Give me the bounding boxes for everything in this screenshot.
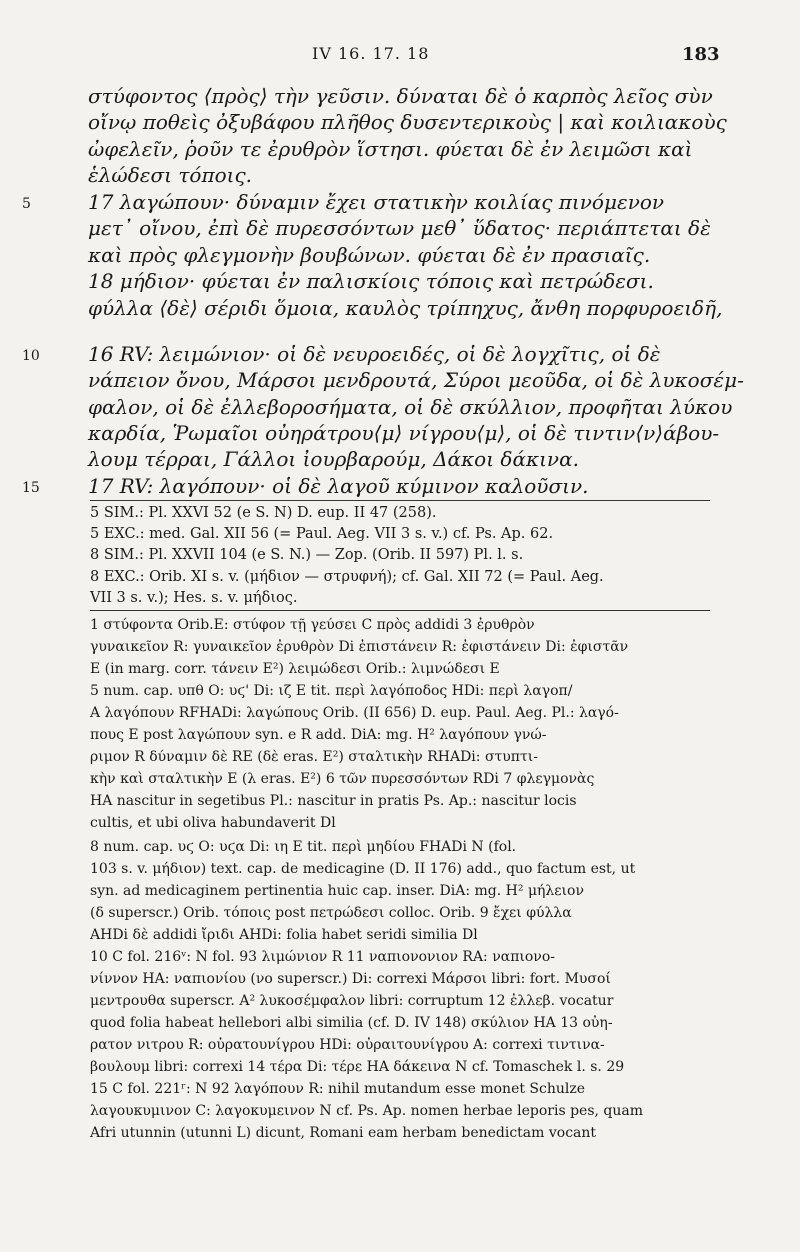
apparatus-line: 1 στύφοντα Orib.E: στύφον τῇ γεύσει C πρὸς addidi 3 ἐρυθρὸν	[90, 617, 535, 633]
text-line: ἑλώδεσι τόποις.	[88, 163, 253, 187]
similia-line: VII 3 s. v.); Hes. s. v. μήδιος.	[90, 590, 298, 606]
page-number: 183	[682, 44, 720, 65]
text-line: 16 RV: λειμώνιον· οἱ δὲ νευροειδές, οἱ δὲ λογχῖτις, οἱ δὲ	[88, 342, 661, 366]
text-line: λουμ τέρραι, Γάλλοι ἰουρβαρούμ, Δάκοι δάκινα.	[88, 447, 579, 471]
text-line: νάπειον ὄνου, Μάρσοι μενδρουτά, Σύροι μεοῦδα, οἱ δὲ λυκοσέμ-	[88, 368, 744, 392]
apparatus-line: HA nascitur in segetibus Pl.: nascitur in pratis Ps. Ap.: nascitur locis	[90, 793, 577, 809]
similia-line: 8 SIM.: Pl. XXVII 104 (e S. N.) — Zop. (Orib. II 597) Pl. l. s.	[90, 547, 524, 563]
apparatus-line: γυναικεῖον R: γυναικεῖον ἐρυθρὸν Di ἐπιστάνειν R: ἐφιστάνειν Di: ἐφιστᾶν	[90, 639, 629, 655]
text-line: 18 μήδιον· φύεται ἐν παλισκίοις τόποις καὶ πετρώδεσι.	[88, 269, 654, 293]
text-line: καρδία, Ῥωμαῖοι οὐηράτρου⟨μ⟩ νίγρου⟨μ⟩, οἱ δὲ τιντιν⟨ν⟩άβου-	[88, 421, 720, 445]
apparatus-line: quod folia habeat hellebori albi similia (cf. D. IV 148) σκύλιον HA 13 οὐη-	[90, 1015, 613, 1031]
running-header: IV 16. 17. 18	[312, 44, 430, 63]
similia-line: 5 EXC.: med. Gal. XII 56 (= Paul. Aeg. VII 3 s. v.) cf. Ps. Ap. 62.	[90, 526, 554, 542]
text-line: 17 RV: λαγόπουν· οἱ δὲ λαγοῦ κύμινον καλοῦσιν.	[88, 474, 589, 498]
apparatus-line: 103 s. v. μήδιον) text. cap. de medicagine (D. II 176) add., quo factum est, ut	[90, 861, 636, 877]
apparatus-line: A λαγόπουν RFHADi: λαγώπους Orib. (II 656) D. eup. Paul. Aeg. Pl.: λαγό-	[90, 705, 619, 721]
text-line: μετ᾿ οἴνου, ἐπὶ δὲ πυρεσσόντων μεθ᾿ ὕδατος· περιάπτεται δὲ	[88, 216, 711, 240]
line-number: 10	[22, 348, 40, 364]
text-line: καὶ πρὸς φλεγμονὴν βουβώνων. φύεται δὲ ἐν πρασιαῖς.	[88, 243, 651, 267]
similia-line: 5 SIM.: Pl. XXVI 52 (e S. N) D. eup. II 47 (258).	[90, 505, 437, 521]
line-number: 15	[22, 480, 40, 496]
similia-line: 8 EXC.: Orib. XI s. v. (μήδιον — στρυφνή); cf. Gal. XII 72 (= Paul. Aeg.	[90, 569, 604, 585]
text-line: 17 λαγώπουν· δύναμιν ἔχει στατικὴν κοιλίας πινόμενον	[88, 190, 665, 214]
text-line: οἴνῳ ποθεὶς ὀξυβάφου πλῆθος δυσεντερικοὺς | καὶ κοιλιακοὺς	[88, 110, 727, 134]
apparatus-line: (δ superscr.) Orib. τόποις post πετρώδεσι colloc. Orib. 9 ἔχει φύλλα	[90, 905, 572, 921]
apparatus-line: ριμον R δύναμιν δὲ RE (δὲ eras. E²) σταλτικὴν RHADi: στυπτι-	[90, 749, 538, 765]
apparatus-line: 8 num. cap. υϛ O: υϛα Di: ιη E tit. περὶ μηδίου FHADi N (fol.	[90, 839, 517, 855]
apparatus-line: E (in marg. corr. τάνειν E²) λειμώδεσι Orib.: λιμνώδεσι E	[90, 661, 500, 677]
text-line: ὠφελεῖν, ῥοῦν τε ἐρυθρὸν ἵστησι. φύεται δὲ ἐν λειμῶσι καὶ	[88, 137, 693, 161]
apparatus-line: κὴν καὶ σταλτικὴν E (λ eras. E²) 6 τῶν πυρεσσόντων RDi 7 φλεγμονὰς	[90, 771, 595, 787]
apparatus-line: 10 C fol. 216ᵛ: N fol. 93 λιμώνιον R 11 ναπιονονιον RA: ναπιονο-	[90, 949, 555, 965]
apparatus-line: ρατον νιτρου R: οὐρατουνίγρου HDi: οὐραιτουνίγρου A: correxi τιντινα-	[90, 1037, 605, 1053]
apparatus-line: νίννον HA: ναπιονίου (νο superscr.) Di: correxi Μάρσοι libri: fort. Μυσοί	[90, 971, 611, 987]
apparatus-line: μεντρουθα superscr. A² λυκοσέμφαλον libri: corruptum 12 ἐλλεβ. vocatur	[90, 993, 614, 1009]
apparatus-line: AHDi δὲ addidi ἴριδι AHDi: folia habet seridi similia Dl	[90, 927, 478, 943]
apparatus-line: 15 C fol. 221ʳ: N 92 λαγόπουν R: nihil mutandum esse monet Schulze	[90, 1081, 586, 1097]
separator-rule	[90, 610, 710, 611]
apparatus-line: πους E post λαγώπουν syn. e R add. DiA: mg. H² λαγόπουν γνώ-	[90, 727, 547, 743]
separator-rule	[90, 500, 710, 501]
apparatus-line: syn. ad medicaginem pertinentia huic cap. inser. DiA: mg. H² μήλειον	[90, 883, 584, 899]
text-line: φαλον, οἱ δὲ ἐλλεβοροσήματα, οἱ δὲ σκύλλιον, προφῆται λύκου	[88, 395, 733, 419]
apparatus-line: βουλουμ libri: correxi 14 τέρα Di: τέρε HA δάκεινα N cf. Tomaschek l. s. 29	[90, 1059, 625, 1075]
apparatus-line: λαγουκυμινον C: λαγοκυμεινον N cf. Ps. Ap. nomen herbae leporis pes, quam	[90, 1103, 644, 1119]
text-line: στύφοντος ⟨πρὸς⟩ τὴν γεῦσιν. δύναται δὲ ὁ καρπὸς λεῖος σὺν	[88, 84, 713, 108]
text-line: φύλλα ⟨δὲ⟩ σέριδι ὅμοια, καυλὸς τρίπηχυς, ἄνθη πορφυροειδῆ,	[88, 296, 723, 320]
apparatus-line: Afri utunnin (utunni L) dicunt, Romani eam herbam benedictam vocant	[90, 1125, 597, 1141]
line-number: 5	[22, 196, 31, 212]
apparatus-line: cultis, et ubi oliva habundaverit Dl	[90, 815, 336, 831]
apparatus-line: 5 num. cap. υπθ O: υϛ' Di: ιζ E tit. περὶ λαγόποδος HDi: περὶ λαγοπ/	[90, 683, 573, 699]
